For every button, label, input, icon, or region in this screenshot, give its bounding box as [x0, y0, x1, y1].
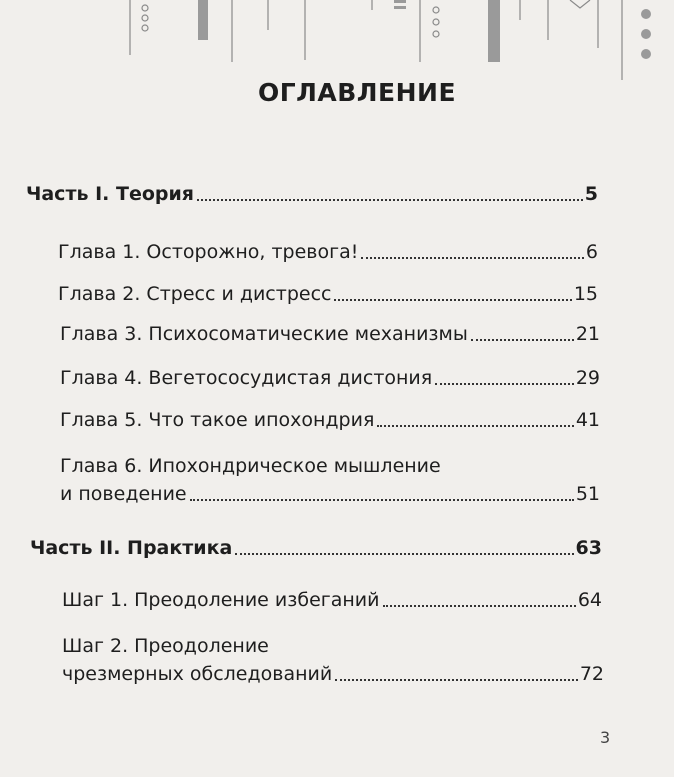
leader-dots — [235, 552, 573, 555]
toc-entry-label: Часть II. Практика — [30, 537, 233, 559]
toc-entry[interactable] — [30, 536, 602, 560]
toc-entry-page: 41 — [575, 409, 600, 431]
leader-dots — [335, 678, 578, 681]
leader-dots — [383, 604, 576, 607]
toc-entry[interactable] — [62, 588, 602, 612]
toc-title: ОГЛАВЛЕНИЕ — [257, 78, 457, 107]
toc-entry[interactable] — [60, 322, 600, 346]
leader-dots — [190, 498, 574, 501]
toc-entry[interactable] — [62, 662, 604, 686]
toc-entry-label: Шаг 1. Преодоление избеганий — [62, 589, 380, 611]
toc-entry-label-line1: Шаг 2. Преодоление — [62, 635, 269, 657]
toc-entry-page: 72 — [579, 663, 604, 685]
toc-entry[interactable] — [60, 366, 600, 390]
toc-entry-page: 29 — [575, 367, 600, 389]
leader-dots — [197, 198, 583, 201]
toc-entry-page: 5 — [584, 183, 598, 205]
leader-dots — [377, 424, 573, 427]
toc-entry-page: 63 — [575, 537, 602, 559]
toc-entry-label: чрезмерных обследований — [62, 663, 333, 685]
page-number: 3 — [600, 728, 611, 747]
toc-entry[interactable] — [58, 240, 598, 264]
toc-entry[interactable] — [58, 282, 598, 306]
leader-dots — [334, 298, 571, 301]
toc-entry-label: Часть I. Теория — [26, 183, 194, 205]
toc-entry-page: 21 — [575, 323, 600, 345]
toc-entry[interactable] — [26, 182, 598, 206]
leader-dots — [435, 382, 574, 385]
decorative-header-pattern — [0, 0, 674, 90]
toc-entry[interactable] — [60, 482, 600, 506]
toc-entry[interactable] — [60, 408, 600, 432]
toc-entry-page: 51 — [575, 483, 600, 505]
toc-entry-page: 64 — [577, 589, 602, 611]
toc-entry-label: и поведение — [60, 483, 187, 505]
toc-entry-page: 6 — [585, 241, 598, 263]
toc-entry-label: Глава 1. Осторожно, тревога! — [58, 241, 359, 263]
leader-dots — [471, 338, 574, 341]
toc-entry-label: Глава 4. Вегетососудистая дистония — [60, 367, 433, 389]
toc-entry-label: Глава 2. Стресс и дистресс — [58, 283, 332, 305]
toc-entry-label: Глава 5. Что такое ипохондрия — [60, 409, 375, 431]
leader-dots — [361, 256, 584, 259]
toc-entry-label: Глава 3. Психосоматические механизмы — [60, 323, 468, 345]
toc-entry-label-line1: Глава 6. Ипохондрическое мышление — [60, 455, 441, 477]
toc-entry-page: 15 — [573, 283, 598, 305]
